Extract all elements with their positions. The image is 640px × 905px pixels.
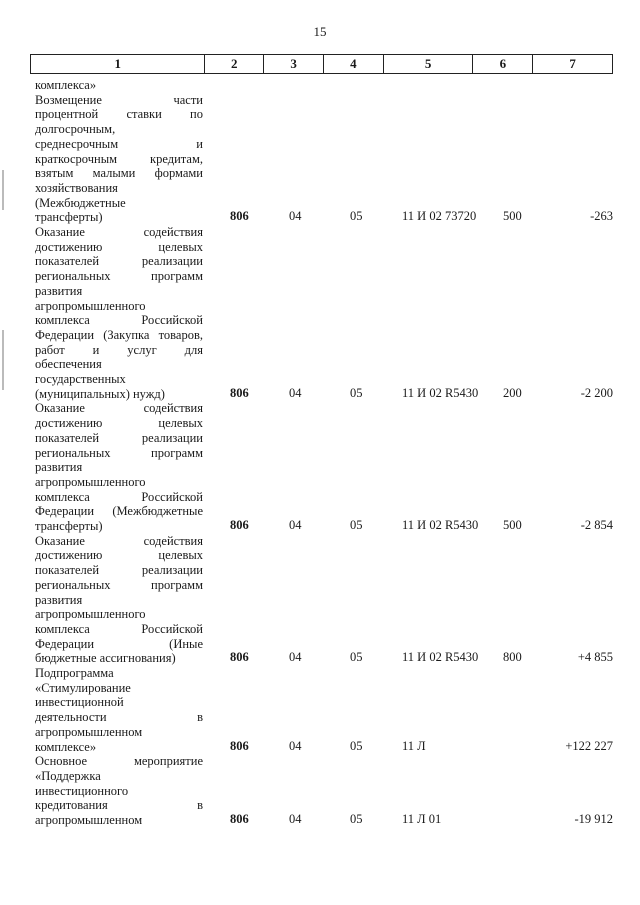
description-line: хозяйствования <box>35 180 118 195</box>
amount: +4 855 <box>577 650 613 665</box>
description-line: региональных программ <box>35 269 203 284</box>
description-line: «Стимулирование <box>35 680 131 695</box>
description-line: комплекса» <box>35 78 97 92</box>
expense-type: 800 <box>503 650 522 665</box>
description-line: региональных программ <box>35 577 203 592</box>
description-line: среднесрочным и <box>35 136 203 151</box>
column-header-5: 5 <box>384 55 474 73</box>
expense-type: 500 <box>503 518 522 532</box>
column-header-7: 7 <box>569 56 576 71</box>
row-description <box>35 78 203 93</box>
target-article: 11 И 02 R5430 <box>402 385 479 400</box>
budget-code: 806 <box>230 209 249 224</box>
target-article: 11 И 02 R5430 <box>402 518 479 532</box>
column-header-2: 2 <box>205 55 264 73</box>
description-line: достижению целевых <box>35 416 203 431</box>
description-line: Основное мероприятие <box>35 754 203 769</box>
column-header-6: 6 <box>473 55 533 73</box>
row-description <box>35 401 203 533</box>
subsection-code: 05 <box>350 385 363 400</box>
section-code: 04 <box>289 738 302 753</box>
budget-code: 806 <box>230 518 249 532</box>
budget-code: 806 <box>230 738 249 753</box>
section-code: 04 <box>289 518 302 532</box>
subsection-code: 05 <box>350 650 363 665</box>
description-line: «Поддержка <box>35 768 101 783</box>
description-line: достижению целевых <box>35 548 203 563</box>
description-line: комплекса Российской <box>35 489 203 504</box>
row-description <box>35 534 203 666</box>
description-line: (муниципальных) нужд) <box>35 386 165 401</box>
row-description <box>35 93 203 225</box>
description-line: Оказание содействия <box>35 401 203 416</box>
amount: +122 227 <box>565 738 613 753</box>
description-line: комплекса Российской <box>35 313 203 328</box>
description-line: показателей реализации <box>35 430 203 445</box>
description-line: развития <box>35 592 83 607</box>
description-line: инвестиционного <box>35 783 129 798</box>
description-line: достижению целевых <box>35 239 203 254</box>
target-article: 11 И 02 73720 <box>402 209 477 224</box>
row-description <box>35 754 203 828</box>
column-header-3: 3 <box>264 55 324 73</box>
subsection-code: 05 <box>350 518 363 532</box>
description-line: комплексе» <box>35 739 97 754</box>
description-line: инвестиционной <box>35 695 124 710</box>
description-line: Возмещение части <box>35 92 203 107</box>
subsection-code: 05 <box>350 209 363 224</box>
description-line: агропромышленном <box>35 724 143 739</box>
description-line: обеспечения <box>35 357 102 372</box>
description-line: трансферты) <box>35 210 103 225</box>
description-line: агропромышленного <box>35 474 146 489</box>
description-line: взятым малыми формами <box>35 166 203 181</box>
table-header <box>30 54 613 74</box>
description-line: Оказание содействия <box>35 225 203 239</box>
description-line: долгосрочным, <box>35 122 116 137</box>
description-line: Федерации (Межбюджетные <box>35 504 203 519</box>
page-number: 15 <box>313 24 327 39</box>
expense-type: 500 <box>503 209 522 224</box>
amount: -19 912 <box>574 812 613 826</box>
description-line: показателей реализации <box>35 563 203 578</box>
section-code: 04 <box>289 650 302 665</box>
description-line: развития <box>35 283 83 298</box>
description-line: Федерации (Иные <box>35 636 203 651</box>
description-line: Федерации (Закупка товаров, <box>35 327 203 342</box>
amount: -2 854 <box>580 518 613 532</box>
description-line: агропромышленного <box>35 298 146 313</box>
subsection-code: 05 <box>350 812 363 826</box>
section-code: 04 <box>289 385 302 400</box>
description-line: кредитования в <box>35 798 203 813</box>
description-line: (Межбюджетные <box>35 195 126 210</box>
target-article: 11 И 02 R5430 <box>402 650 479 665</box>
description-line: государственных <box>35 372 126 387</box>
amount: -2 200 <box>580 385 613 400</box>
description-line: работ и услуг для <box>35 342 203 357</box>
description-line: краткосрочным кредитам, <box>35 151 203 166</box>
column-header-1: 1 <box>31 55 205 73</box>
target-article: 11 Л 01 <box>402 812 442 826</box>
description-line: процентной ставки по <box>35 107 203 122</box>
budget-code: 806 <box>230 385 249 400</box>
column-header-4: 4 <box>324 55 384 73</box>
amount: -263 <box>590 209 613 224</box>
budget-code: 806 <box>230 650 249 665</box>
description-line: агропромышленном <box>35 813 143 827</box>
expense-type: 200 <box>503 385 522 400</box>
scan-artifact <box>2 330 4 390</box>
section-code: 04 <box>289 812 302 826</box>
row-description <box>35 666 203 754</box>
scan-artifact <box>2 170 4 210</box>
description-line: трансферты) <box>35 519 103 534</box>
description-line: Подпрограмма <box>35 666 114 680</box>
target-article: 11 Л <box>402 738 426 753</box>
row-description <box>35 225 203 401</box>
description-line: агропромышленного <box>35 607 146 622</box>
budget-code: 806 <box>230 812 249 826</box>
subsection-code: 05 <box>350 738 363 753</box>
description-line: региональных программ <box>35 445 203 460</box>
section-code: 04 <box>289 209 302 224</box>
description-line: показателей реализации <box>35 254 203 269</box>
description-line: бюджетные ассигнования) <box>35 651 176 666</box>
description-line: деятельности в <box>35 710 203 725</box>
description-line: комплекса Российской <box>35 621 203 636</box>
description-line: развития <box>35 460 83 475</box>
description-line: Оказание содействия <box>35 533 203 548</box>
